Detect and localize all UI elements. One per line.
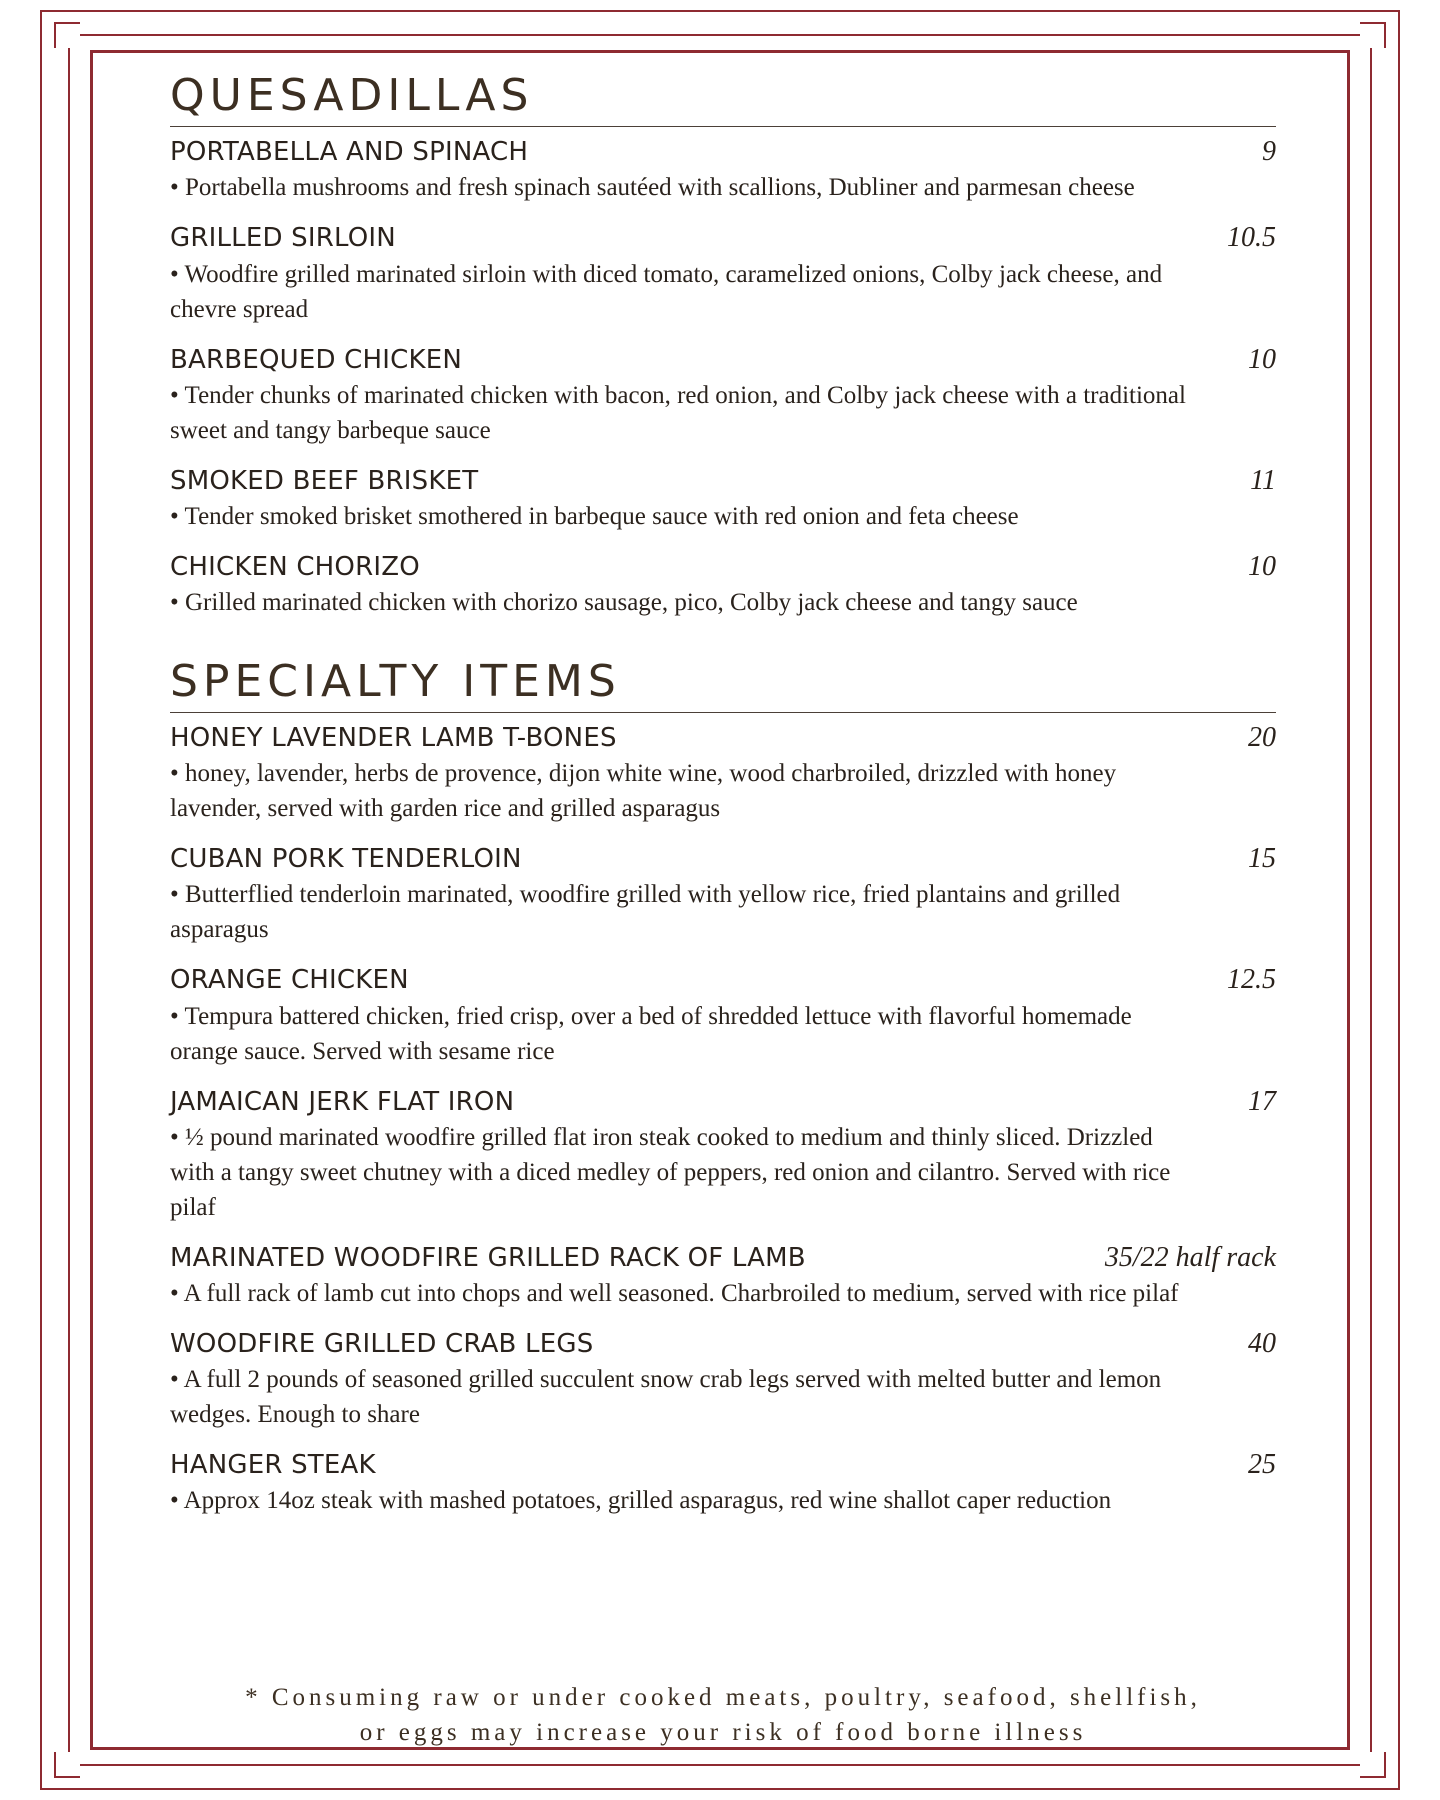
quesadillas-list	[170, 135, 1276, 619]
disclaimer-line-2: or eggs may increase your risk of food borne illness	[359, 1719, 1087, 1746]
menu-item-description: • Approx 14oz steak with mashed potatoes, grilled asparagus, red wine shallot caper reduction	[170, 1486, 1112, 1514]
menu-item	[170, 721, 1276, 826]
menu-item-price: 15	[1248, 843, 1276, 875]
menu-item-price: 35/22 half rack	[1104, 1241, 1276, 1273]
menu-item-price: 10	[1248, 343, 1276, 375]
menu-item	[170, 343, 1276, 448]
menu-item-description: • Butterflied tenderloin marinated, woodfire grilled with yellow rice, fried plantains and grilled asparagus	[170, 881, 1121, 944]
menu-item-name: CUBAN PORK TENDERLOIN	[170, 844, 522, 875]
menu-item	[170, 550, 1276, 620]
menu-item-price: 25	[1248, 1448, 1276, 1480]
section-heading-quesadillas: QUESADILLAS	[170, 72, 1276, 127]
menu-item-price: 11	[1250, 464, 1276, 496]
menu-item-description: • Tender smoked brisket smothered in barbeque sauce with red onion and feta cheese	[170, 502, 1019, 530]
border-corner-top-right	[1360, 22, 1386, 48]
menu-item-name: GRILLED SIRLOIN	[170, 223, 396, 254]
menu-item-header	[170, 343, 1276, 378]
specialty-items-list	[170, 721, 1276, 1518]
menu-item	[170, 1327, 1276, 1432]
menu-item	[170, 464, 1276, 534]
disclaimer-line-1: * Consuming raw or under cooked meats, poultry, seafood, shellfish,	[245, 1684, 1201, 1711]
border-corner-bottom-right	[1360, 1752, 1386, 1778]
border-corner-bottom-left	[54, 1752, 80, 1778]
border-corner-top-left	[54, 22, 80, 48]
menu-item-header	[170, 1327, 1276, 1362]
menu-item-price: 40	[1248, 1327, 1276, 1359]
menu-item-header	[170, 1448, 1276, 1483]
menu-item-name: PORTABELLA AND SPINACH	[170, 137, 529, 168]
menu-item-name: MARINATED WOODFIRE GRILLED RACK OF LAMB	[170, 1242, 806, 1273]
menu-item-price: 10	[1248, 550, 1276, 582]
section-heading-specialty-items: SPECIALTY ITEMS	[170, 658, 1276, 713]
menu-item-description: • Portabella mushrooms and fresh spinach sautéed with scallions, Dubliner and parmesan cheese	[170, 174, 1135, 202]
menu-item-name: HONEY LAVENDER LAMB T-BONES	[170, 723, 617, 754]
menu-item	[170, 1085, 1276, 1225]
menu-item-header	[170, 1085, 1276, 1120]
menu-item-price: 17	[1248, 1085, 1276, 1117]
menu-item	[170, 135, 1276, 205]
menu-item-name: WOODFIRE GRILLED CRAB LEGS	[170, 1328, 594, 1359]
menu-item-header	[170, 963, 1276, 998]
health-disclaimer	[170, 1680, 1276, 1750]
menu-item-header	[170, 1241, 1276, 1276]
menu-item-description: • A full rack of lamb cut into chops and well seasoned. Charbroiled to medium, served with rice pilaf	[170, 1279, 1179, 1307]
menu-item-name: ORANGE CHICKEN	[170, 965, 409, 996]
menu-item-price: 12.5	[1227, 964, 1276, 996]
menu-item	[170, 221, 1276, 326]
menu-item-description: • Tender chunks of marinated chicken with bacon, red onion, and Colby jack cheese with a traditional sweet and tangy barbeque sauce	[170, 381, 1186, 444]
menu-item	[170, 1241, 1276, 1311]
menu-item-description: • Grilled marinated chicken with chorizo sausage, pico, Colby jack cheese and tangy sauce	[170, 588, 1078, 616]
menu-item-description: • A full 2 pounds of seasoned grilled succulent snow crab legs served with melted butter and lemon wedges. Enough to share	[170, 1365, 1162, 1428]
menu-item-header	[170, 464, 1276, 499]
menu-item	[170, 842, 1276, 947]
menu-item-header	[170, 221, 1276, 256]
menu-item-description: • Woodfire grilled marinated sirloin with diced tomato, caramelized onions, Colby jack cheese, and chevre spread	[170, 260, 1163, 323]
menu-item-header	[170, 135, 1276, 170]
menu-item-header	[170, 842, 1276, 877]
menu-item-name: CHICKEN CHORIZO	[170, 551, 420, 582]
menu-item-name: SMOKED BEEF BRISKET	[170, 465, 479, 496]
menu-item-description: • ½ pound marinated woodfire grilled flat iron steak cooked to medium and thinly sliced. Drizzled with a tangy sweet chutney with a diced medley of peppers, red onion and cilantro. Served with rice pilaf	[170, 1123, 1171, 1221]
menu-item-header	[170, 721, 1276, 756]
menu-item-description: • honey, lavender, herbs de provence, dijon white wine, wood charbroiled, drizzled with honey lavender, served with garden rice and grilled asparagus	[170, 760, 1117, 823]
menu-item-name: BARBEQUED CHICKEN	[170, 344, 463, 375]
menu-item-header	[170, 550, 1276, 585]
menu-item-price: 10.5	[1227, 222, 1276, 254]
menu-item	[170, 963, 1276, 1068]
menu-item-name: JAMAICAN JERK FLAT IRON	[170, 1086, 515, 1117]
menu-item	[170, 1448, 1276, 1518]
menu-item-price: 20	[1248, 722, 1276, 754]
menu-item-name: HANGER STEAK	[170, 1449, 376, 1480]
menu-item-description: • Tempura battered chicken, fried crisp, over a bed of shredded lettuce with flavorful homemade orange sauce. Served with sesame rice	[170, 1002, 1132, 1065]
menu-item-price: 9	[1262, 136, 1276, 168]
menu-content	[170, 72, 1276, 1534]
